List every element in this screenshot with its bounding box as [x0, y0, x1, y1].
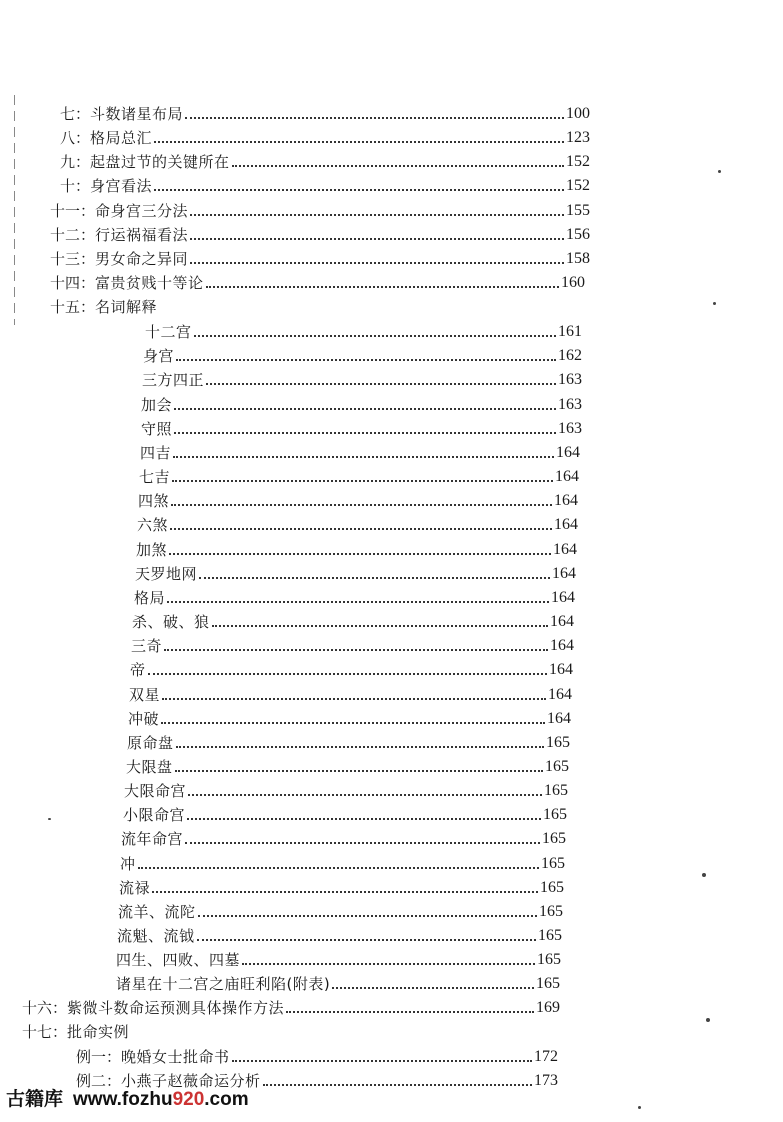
- toc-entry-page: 172: [534, 1048, 558, 1065]
- toc-entry-page: 163: [558, 420, 582, 437]
- toc-entry-page: 165: [540, 879, 564, 896]
- toc-entry-page: 163: [558, 396, 582, 413]
- toc-entry-number: 十五：: [50, 298, 96, 316]
- toc-entry-page: 158: [566, 250, 590, 267]
- dot-leader: [161, 722, 545, 724]
- toc-entry-title: 格局总汇: [90, 129, 153, 147]
- toc-sub-entry: [123, 803, 567, 825]
- toc-sub-entry: [134, 586, 575, 608]
- dot-leader: [174, 432, 556, 434]
- dot-leader: [162, 698, 546, 700]
- toc-entry-page: 123: [566, 129, 590, 146]
- dot-leader: [169, 553, 551, 555]
- scan-speck: [718, 170, 721, 173]
- site-watermark: [6, 1084, 249, 1111]
- dot-leader: [185, 117, 564, 119]
- watermark-url-prefix: www.fozhu: [73, 1089, 173, 1110]
- toc-entry-title: 男女命之异同: [95, 250, 189, 268]
- toc-sub-entry: [129, 683, 572, 705]
- toc-entry: [60, 174, 590, 196]
- dot-leader: [173, 456, 554, 458]
- toc-entry-page: 164: [554, 492, 578, 509]
- dot-leader: [190, 238, 564, 240]
- dot-leader: [188, 794, 542, 796]
- toc-entry-title: 流禄: [119, 879, 151, 897]
- dot-leader: [190, 214, 564, 216]
- toc-entry-number: 十四：: [50, 274, 96, 292]
- scan-margin-line: [14, 95, 15, 325]
- toc-entry-title: 诸星在十二宫之庙旺利陷(附表): [116, 975, 331, 993]
- toc-entry-title: 守照: [141, 420, 173, 438]
- dot-leader: [176, 746, 544, 748]
- toc-entry-page: 164: [549, 661, 573, 678]
- dot-leader: [176, 359, 556, 361]
- dot-leader: [199, 577, 550, 579]
- toc-entry-page: 165: [545, 758, 569, 775]
- dot-leader: [212, 625, 548, 627]
- toc-sub-entry: [139, 465, 579, 487]
- toc-entry-title: 命身宫三分法: [95, 202, 189, 220]
- watermark-site-name: 古籍库: [6, 1088, 64, 1110]
- toc-entry-page: 165: [536, 975, 560, 992]
- watermark-url: [73, 1089, 249, 1110]
- toc-entry-title: 十二宫: [145, 323, 192, 341]
- toc-sub-entry: [130, 658, 573, 680]
- watermark-url-suffix: .com: [204, 1089, 249, 1110]
- dot-leader: [148, 673, 547, 675]
- dot-leader: [185, 842, 540, 844]
- dot-leader: [232, 1060, 532, 1062]
- toc-entry-title: 加煞: [136, 541, 168, 559]
- toc-entry-title: 冲: [120, 855, 136, 873]
- dot-leader: [174, 408, 556, 410]
- toc-entry-title: 原命盘: [127, 734, 174, 752]
- toc-entry-title: 身宫看法: [90, 177, 153, 195]
- scan-speck: [713, 302, 716, 305]
- toc-entry-number: 十六：: [22, 999, 68, 1017]
- toc-entry-title: 天罗地网: [135, 565, 198, 583]
- dot-leader: [232, 165, 564, 167]
- dot-leader: [197, 939, 536, 941]
- toc-entry-page: 165: [541, 855, 565, 872]
- dot-leader: [154, 189, 564, 191]
- toc-entry: [60, 150, 590, 172]
- toc-entry-title: 三方四正: [142, 371, 205, 389]
- toc-entry-page: 164: [555, 468, 579, 485]
- toc-entry-title: 双星: [129, 686, 161, 704]
- toc-entry: [50, 247, 590, 269]
- scan-speck: [638, 1106, 641, 1109]
- toc-entry-title: 身宫: [143, 347, 175, 365]
- toc-sub-entry: [116, 972, 560, 994]
- toc-entry-page: 152: [566, 177, 590, 194]
- dot-leader: [152, 891, 538, 893]
- scan-speck: [706, 1018, 710, 1022]
- toc-entry-number: 十一：: [50, 202, 96, 220]
- toc-entry: [60, 102, 590, 124]
- toc-entry: [22, 996, 560, 1018]
- toc-sub-entry: [119, 876, 564, 898]
- toc-entry-page: 164: [552, 565, 576, 582]
- dot-leader: [170, 528, 552, 530]
- toc-sub-entry: [116, 948, 561, 970]
- toc-entry-page: 165: [539, 903, 563, 920]
- toc-entry-page: 169: [536, 999, 560, 1016]
- toc-entry-title: 批命实例: [67, 1023, 130, 1041]
- toc-entry-page: 165: [544, 782, 568, 799]
- dot-leader: [187, 818, 541, 820]
- dot-leader: [198, 915, 537, 917]
- toc-entry-page: 156: [566, 226, 590, 243]
- toc-entry-title: 冲破: [128, 710, 160, 728]
- dot-leader: [206, 286, 559, 288]
- toc-sub-entry: [121, 827, 566, 849]
- toc-sub-entry: [135, 562, 576, 584]
- toc-entry-page: 160: [561, 274, 585, 291]
- toc-entry-title: 行运祸福看法: [95, 226, 189, 244]
- toc-entry-page: 164: [550, 613, 574, 630]
- toc-sub-entry: [117, 924, 562, 946]
- toc-entry-number: 十七：: [22, 1023, 68, 1041]
- dot-leader: [332, 987, 534, 989]
- toc-entry-title: 紫微斗数命运预测具体操作方法: [67, 999, 285, 1017]
- toc-entry-title: 四煞: [138, 492, 170, 510]
- toc-entry-number: 十三：: [50, 250, 96, 268]
- toc-entry-number: 例一：: [76, 1048, 122, 1066]
- toc-entry-page: 165: [538, 927, 562, 944]
- toc-entry-title: 杀、破、狼: [132, 613, 210, 631]
- toc-entry: [50, 199, 590, 221]
- toc-entry-page: 164: [554, 516, 578, 533]
- toc-entry-title: 富贵贫贱十等论: [95, 274, 204, 292]
- toc-entry-title: 小限命宫: [123, 806, 186, 824]
- toc-sub-entry: [131, 634, 574, 656]
- toc-entry-page: 164: [548, 686, 572, 703]
- toc-entry-page: 161: [558, 323, 582, 340]
- toc-sub-entry: [145, 320, 582, 342]
- toc-entry: [60, 126, 590, 148]
- toc-entry-title: 四吉: [140, 444, 172, 462]
- toc-entry-page: 162: [558, 347, 582, 364]
- toc-entry-page: 100: [566, 105, 590, 122]
- toc-entry-number: 九：: [60, 153, 91, 171]
- toc-sub-entry: [127, 731, 570, 753]
- toc-entry-title: 起盘过节的关键所在: [90, 153, 230, 171]
- toc-entry-page: 163: [558, 371, 582, 388]
- toc-entry-page: 173: [534, 1072, 558, 1089]
- dot-leader: [167, 601, 549, 603]
- toc-entry-title: 帝: [130, 661, 146, 679]
- dot-leader: [190, 262, 564, 264]
- toc-entry-page: 164: [551, 589, 575, 606]
- dot-leader: [154, 141, 564, 143]
- toc-sub-entry: [137, 513, 578, 535]
- toc-sub-entry: [142, 368, 582, 390]
- toc-entry-title: 流魁、流钺: [117, 927, 195, 945]
- toc-entry: [50, 295, 350, 317]
- toc-entry-page: 165: [546, 734, 570, 751]
- toc-entry-title: 四生、四败、四墓: [116, 951, 241, 969]
- toc-entry-title: 流羊、流陀: [118, 903, 196, 921]
- toc-entry-page: 164: [550, 637, 574, 654]
- toc-entry-title: 大限盘: [126, 758, 173, 776]
- toc-sub-entry: [143, 344, 582, 366]
- toc-entry: [22, 1020, 322, 1042]
- dot-leader: [263, 1084, 532, 1086]
- toc-entry-page: 164: [553, 541, 577, 558]
- toc-sub-entry: [132, 610, 574, 632]
- dot-leader: [164, 649, 548, 651]
- toc-entry-title: 晚婚女士批命书: [121, 1048, 230, 1066]
- toc-entry-title: 七吉: [139, 468, 171, 486]
- toc-sub-entry: [128, 707, 571, 729]
- toc-entry-page: 155: [566, 202, 590, 219]
- toc-sub-entry: [126, 755, 569, 777]
- toc-entry-title: 斗数诸星布局: [90, 105, 184, 123]
- dot-leader: [172, 480, 553, 482]
- dot-leader: [175, 770, 543, 772]
- dot-leader: [206, 383, 556, 385]
- toc-entry-number: 十二：: [50, 226, 96, 244]
- toc-entry-number: 十：: [60, 177, 91, 195]
- toc-sub-entry: [141, 393, 582, 415]
- toc-entry-number: 例二：: [76, 1072, 122, 1090]
- toc-sub-entry: [136, 538, 577, 560]
- toc-entry-page: 164: [556, 444, 580, 461]
- scan-speck: [48, 818, 51, 820]
- dot-leader: [171, 504, 552, 506]
- toc-entry-title: 流年命宫: [121, 830, 184, 848]
- dot-leader: [286, 1011, 534, 1013]
- dot-leader: [242, 963, 535, 965]
- toc-entry-page: 165: [542, 830, 566, 847]
- toc-sub-entry: [140, 441, 580, 463]
- toc-entry: [50, 271, 585, 293]
- toc-entry-page: 164: [547, 710, 571, 727]
- toc-entry-title: 六煞: [137, 516, 169, 534]
- toc-entry-number: 八：: [60, 129, 91, 147]
- toc-sub-entry: [124, 779, 568, 801]
- scan-speck: [702, 873, 706, 877]
- toc-entry-page: 165: [537, 951, 561, 968]
- toc-sub-entry: [138, 489, 578, 511]
- toc-entry-page: 165: [543, 806, 567, 823]
- toc-entry-page: 152: [566, 153, 590, 170]
- toc-entry-title: 名词解释: [95, 298, 158, 316]
- toc-entry-title: 大限命宫: [124, 782, 187, 800]
- toc-entry-title: 三奇: [131, 637, 163, 655]
- toc-sub-entry: [120, 852, 565, 874]
- toc-example-entry: [76, 1045, 558, 1067]
- dot-leader: [194, 335, 556, 337]
- toc-entry-number: 七：: [60, 105, 91, 123]
- toc-sub-entry: [118, 900, 563, 922]
- toc-entry-title: 小燕子赵薇命运分析: [121, 1072, 261, 1090]
- watermark-url-digits: 920: [172, 1089, 205, 1110]
- toc-entry: [50, 223, 590, 245]
- toc-sub-entry: [141, 417, 582, 439]
- toc-entry-title: 格局: [134, 589, 166, 607]
- toc-entry-title: 加会: [141, 396, 173, 414]
- dot-leader: [138, 867, 539, 869]
